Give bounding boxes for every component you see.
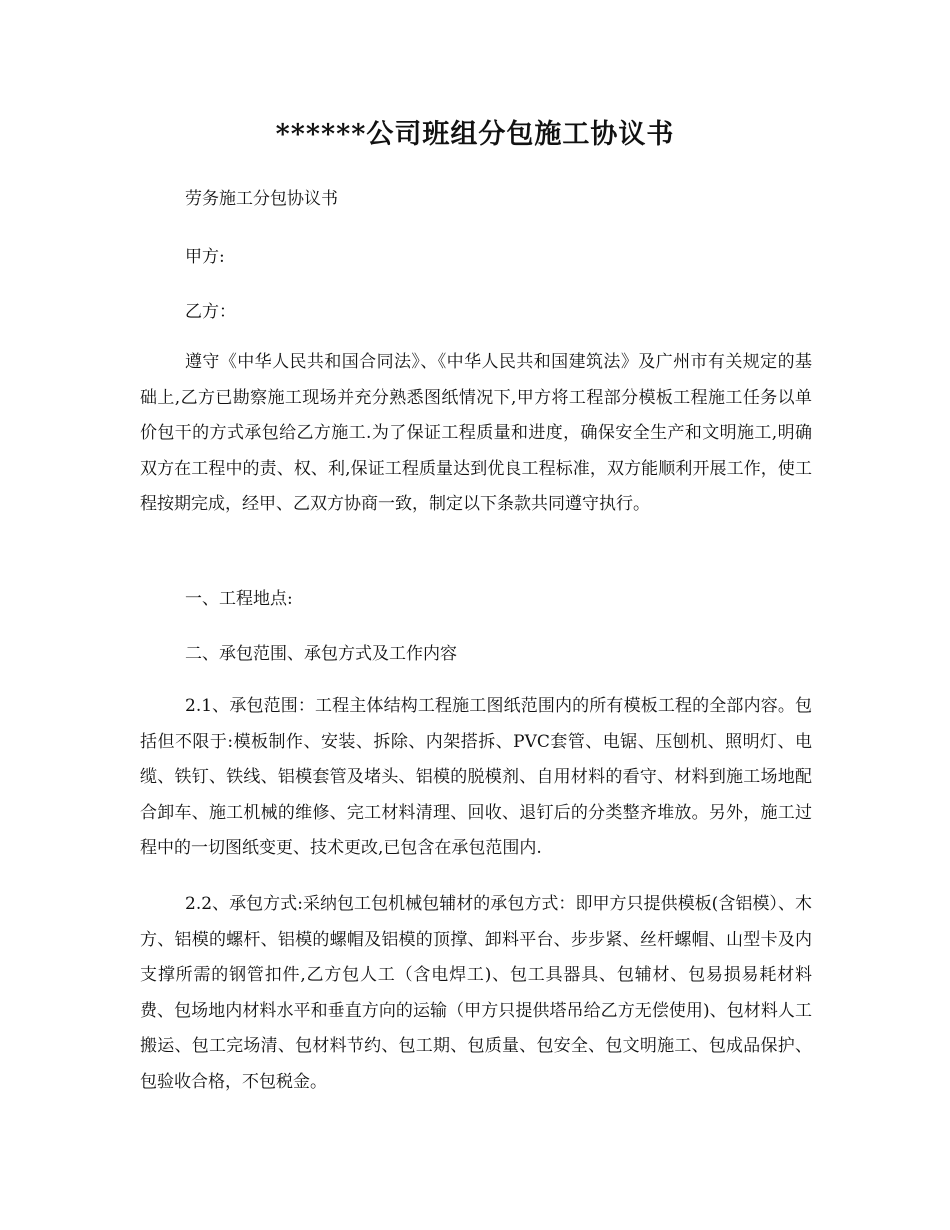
party-a-label: 甲方:	[185, 247, 225, 267]
party-b-label: 乙方：	[185, 302, 236, 322]
preamble-paragraph: 遵守《中华人民共和国合同法》、《中华人民共和国建筑法》及广州市有关规定的基础上,乙方已勘察施工现场并充分熟悉图纸情况下,甲方将工程部分模板工程施工任务以单价包干的方式承包给乙方施工.为了保证工程质量和进度，确保安全生产和文明施工,明确双方在工程中的责、权、利,保证工程质量达到优良工程标准，双方能顺利开展工作，使工程按期完成，经甲、乙双方协商一致，制定以下条款共同遵守执行。	[140, 352, 812, 515]
clause-2-1-paragraph: 2.1、承包范围：工程主体结构工程施工图纸范围内的所有模板工程的全部内容。包括但不限于:模板制作、安装、拆除、内架搭拆、PVC套管、电锯、压刨机、照明灯、电缆、铁钉、铁线、铝模套管及堵头、铝模的脱模剂、自用材料的看守、材料到施工场地配合卸车、施工机械的维修、完工材料清理、回收、退钉后的分类整齐堆放。另外，施工过程中的一切图纸变更、技术更改,已包含在承包范围内.	[140, 696, 812, 859]
section-heading-scope: 二、承包范围、承包方式及工作内容	[185, 644, 457, 664]
clause-2-2-paragraph: 2.2、承包方式:采纳包工包机械包辅材的承包方式：即甲方只提供模板(含铝模）、木方、铝模的螺杆、铝模的螺帽及铝模的顶撑、卸料平台、步步紧、丝杆螺帽、山型卡及内支撑所需的钢管扣件,乙方包人工（含电焊工)、包工具器具、包辅材、包易损易耗材料费、包场地内材料水平和垂直方向的运输（甲方只提供塔吊给乙方无偿使用)、包材料人工搬运、包工完场清、包材料节约、包工期、包质量、包安全、包文明施工、包成品保护、包验收合格，不包税金。	[140, 894, 812, 1092]
document-title: ******公司班组分包施工协议书	[275, 119, 675, 150]
document-subtitle: 劳务施工分包协议书	[185, 189, 338, 209]
section-heading-location: 一、工程地点:	[185, 589, 293, 609]
